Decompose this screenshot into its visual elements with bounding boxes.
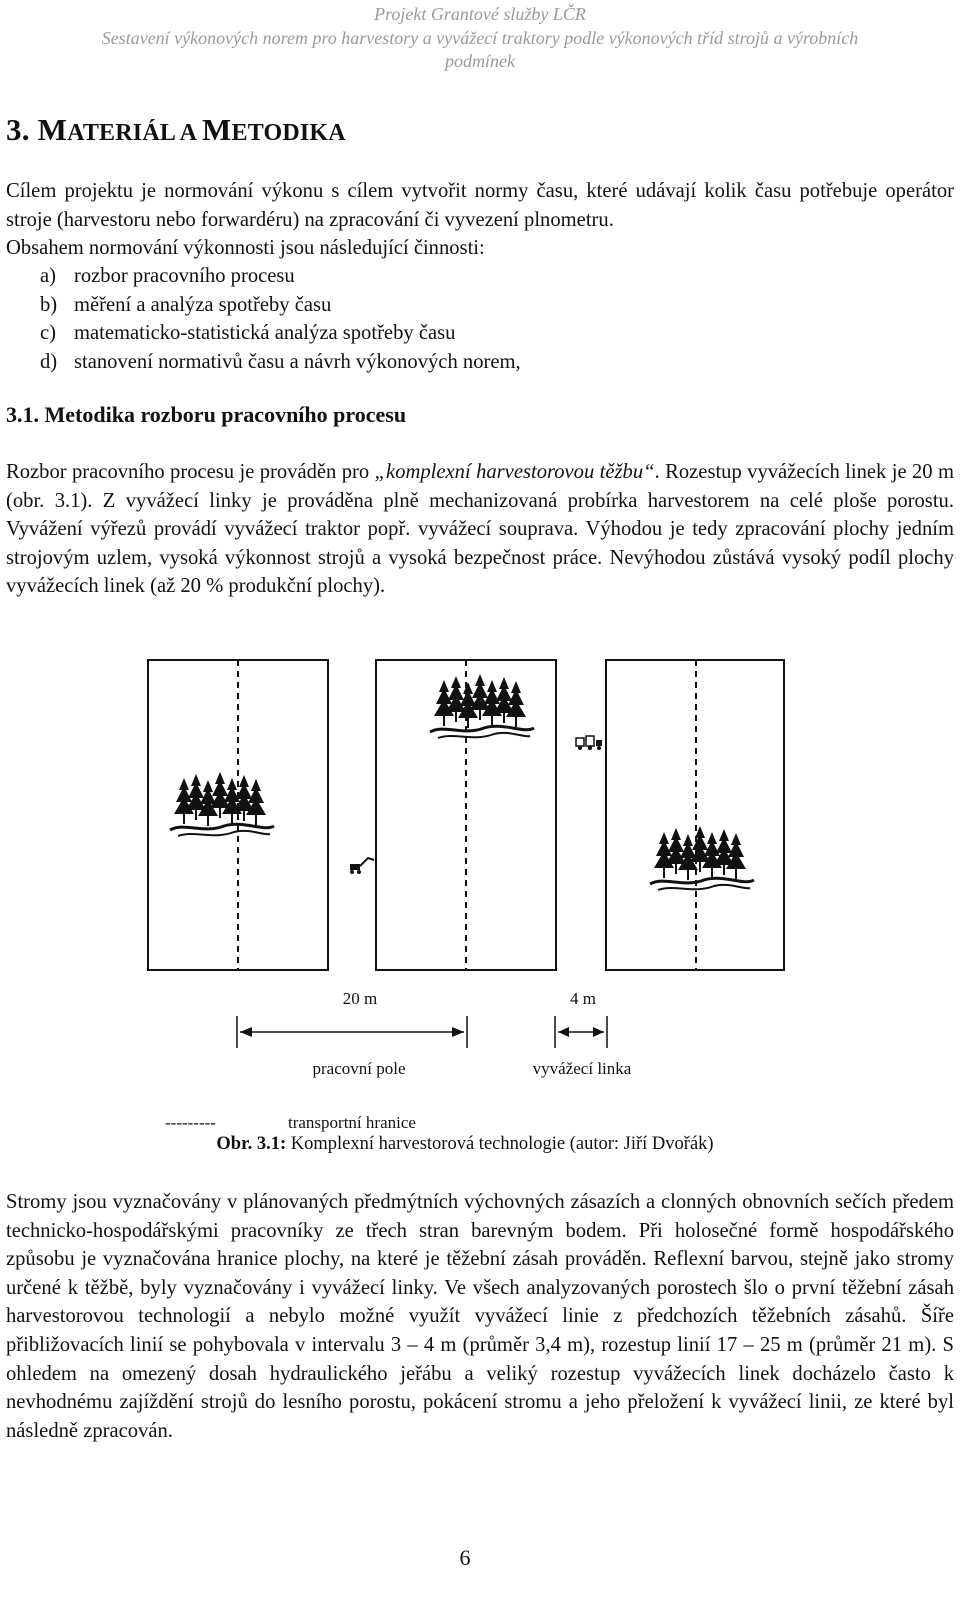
figure-caption — [0, 1134, 930, 1155]
activity-list — [40, 262, 521, 376]
label-extraction-line: vyvážecí linka — [532, 1059, 632, 1078]
header-project: Projekt Grantové služby LČR — [374, 4, 586, 24]
section-heading — [6, 112, 346, 148]
header-title: Sestavení výkonových norem pro harvestory a vyvážecí traktory podle výkonových tříd strojů a výrobních — [101, 28, 859, 48]
subsection-heading: 3.1. Metodika rozboru pracovního procesu — [6, 402, 407, 427]
list-item — [40, 348, 521, 377]
list-item-text: matematicko-statistická analýza spotřeby času — [74, 322, 456, 345]
process-italic: „komplexní harvestorovou těžbu“ — [374, 461, 655, 483]
dimension-4m: 4 m — [570, 989, 596, 1008]
list-item — [40, 319, 521, 348]
list-item-label: a) — [40, 265, 56, 287]
list-item-label: c) — [40, 322, 56, 345]
marking-paragraph: Stromy jsou vyznačovány v plánovaných předmýtních výchovných zásazích a clonných obnovních sečích předem technicko-hospodářskými pracovníky ze třech stran barevným bodem. Při holosečné formě hospodářského způsobu je vyznačována hranice plochy, na které je těžební zásah prováděn. Reflexní barvou, stejně jako stromy určené k těžbě, byly vyznačovány i vyvážecí linky. Ve všech analyzovaných porostech šlo o první těžební zásah harvestorovou technologií a nebylo možné využít vyvážecí linie z předchozích těžebních zásahů. Šíře přibližovacích linií se pohybovala v intervalu 3 – 4 m (průměr 3,4 m), rozestup linií 17 – 25 m (průměr 21 m). S ohledem na omezený dosah hydraulického jeřábu a veliký rozestup vyvážecích linek docházelo často k nevhodnému zajíždění strojů do lesního porostu, pokácení stromu a jeho přeložení k vyvážecí linii, ze které byl následně zpracován. — [6, 1191, 954, 1442]
legend-dash: --------- — [165, 1113, 216, 1132]
list-item — [40, 291, 521, 320]
list-lead: Obsahem normování výkonnosti jsou následující činnosti: — [6, 237, 485, 259]
list-item-text: stanovení normativů času a návrh výkonových norem, — [74, 350, 521, 373]
header-title-cont: podmínek — [445, 51, 515, 71]
harvester-technology-figure — [0, 640, 960, 1140]
tree-grove-icon — [430, 674, 534, 738]
harvester-icon — [350, 858, 374, 874]
process-text-2: . Rozestup vyvážecích linek je 20 m (obr. 3.1). Z vyvážecí linky je prováděna plně mechanizovaná probírka harvestorem na celé ploše porostu. Vyvážení výřezů provádí vyvážecí traktor popř. vyvážecí souprava. Výhodou je tedy zpracování plochy jedním strojovým uzlem, vysoká výkonnost strojů a vysoká bezpečnost práce. Nevýhodou zůstává vysoký podíl plochy vyvážecích linek (až 20 % produkční plochy). — [6, 461, 954, 598]
forwarder-icon — [576, 736, 602, 750]
tree-grove-icon — [650, 826, 754, 890]
list-item-label: d) — [40, 350, 58, 373]
dimension-20m: 20 m — [342, 989, 378, 1008]
list-item-text: rozbor pracovního procesu — [74, 265, 295, 287]
page-number: 6 — [459, 1545, 471, 1570]
heading-rest-1: ATERIÁL A — [67, 120, 203, 146]
list-item — [40, 262, 521, 291]
list-item-text: měření a analýza spotřeby času — [74, 293, 332, 316]
section-number: 3. — [6, 112, 30, 147]
tree-grove-icon — [170, 772, 274, 836]
heading-cap-1: M — [37, 112, 68, 147]
label-work-field: pracovní pole — [312, 1059, 406, 1078]
process-paragraph — [6, 458, 954, 601]
process-text-1: Rozbor pracovního procesu je prováděn pro — [6, 461, 375, 483]
intro-paragraph: Cílem projektu je normování výkonu s cílem vytvořit normy času, které udávají kolik času potřebuje operátor stroje (harvestoru nebo forwardéru) na zpracování či vyvezení plnometru. — [6, 180, 954, 231]
list-item-label: b) — [40, 293, 58, 316]
heading-rest-2: ETODIKA — [231, 120, 346, 146]
caption-text: Komplexní harvestorová technologie (autor: Jiří Dvořák) — [286, 1134, 714, 1154]
legend-transport-border: transportní hranice — [288, 1113, 416, 1132]
heading-cap-2: M — [202, 112, 232, 147]
caption-label: Obr. 3.1: — [216, 1134, 287, 1154]
